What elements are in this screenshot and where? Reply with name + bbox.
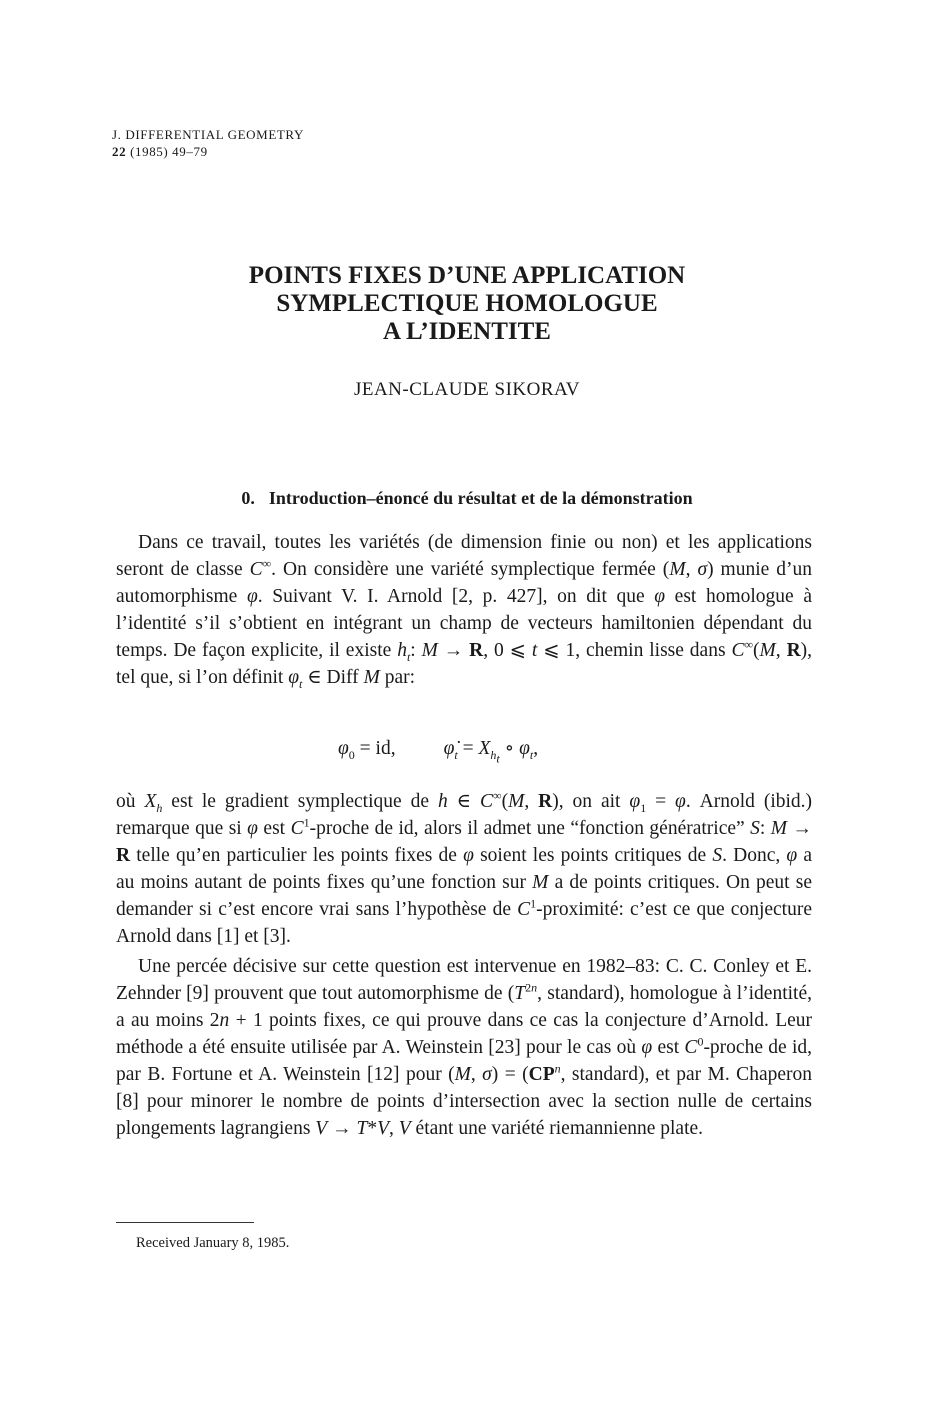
footnote-rule	[116, 1222, 254, 1223]
paragraph-3: Une percée décisive sur cette question est intervenue en 1982–83: C. C. Conley et E. Zehnder [9] prouvent que tout automorphisme de ($T^{2n}$, standard), homologue à l’identité, a au moins 2n + 1 points fixes, ce qui prouve dans ce cas la conjecture d’Arnold. Leur méthode a été ensuite utilisée par A. Weinstein [23] pour le cas où φ est $C^0$-proche de id, par B. Fortune et A. Weinstein [12] pour (M, $\sigma) = (CP^n$, standard), et par M. Chaperon [8] pour minorer le nombre de points d’intersection avec la section nulle de certains plongements lagrangiens V → T*V, V étant une variété riemannienne plate.	[116, 956, 813, 1139]
journal-volume: 22	[112, 144, 127, 159]
journal-header	[112, 126, 304, 160]
paragraph-2: où $X_h$ est le gradient symplectique de h ∈ C∞(M, R), on ait $\varphi_1 = \varphi$. Arnold (ibid.) remarque que si φ est $C^1$-proche de id, alors il admet une “fonction génératrice” S: M → R telle qu’en particulier les points fixes de φ soient les points critiques de S. Donc, φ a au moins autant de points fixes qu’une fonction sur M a de points critiques. On peut se demander si c’est encore vrai sans l’hypothèse de $C^1$-proximité: c’est ce que conjecture Arnold dans [1] et [3].	[116, 788, 813, 947]
journal-year-pages: (1985) 49–79	[130, 144, 208, 159]
section-number: 0.	[241, 488, 255, 508]
footnote-received: Received January 8, 1985.	[136, 1235, 290, 1251]
title-line-2: SYMPLECTIQUE HOMOLOGUE	[276, 290, 658, 317]
section-title: Introduction–énoncé du résultat et de la démonstration	[268, 488, 693, 508]
title-line-3: A L’IDENTITE	[383, 318, 551, 345]
title-line-1: POINTS FIXES D’UNE APPLICATION	[248, 262, 686, 289]
display-formula: $\varphi_0$ = id, $\varphi̇_t = X_{h_t}$ ∘ $\varphi_t$,	[338, 738, 539, 766]
author-name: JEAN-CLAUDE SIKORAV	[353, 379, 581, 400]
paper-title	[112, 262, 822, 346]
paragraph-1: Dans ce travail, toutes les variétés (de dimension finie ou non) et les applications seront de classe C∞. On considère une variété symplectique fermée (M, σ) munie d’un automorphisme φ. Suivant V. I. Arnold [2, p. 427], on dit que φ est homologue à l’identité s’il s’obtient en intégrant un champ de vecteurs hamiltonien dépendant du temps. De façon explicite, il existe $h_t$: M → R, 0 ⩽ t ⩽ 1, chemin lisse dans C∞(M, R), tel que, si l’on définit $\varphi_t$ ∈ Diff M par:	[116, 532, 813, 691]
journal-name: J. DIFFERENTIAL GEOMETRY	[112, 127, 304, 142]
journal-volume-line	[112, 143, 304, 160]
section-heading	[112, 488, 822, 509]
